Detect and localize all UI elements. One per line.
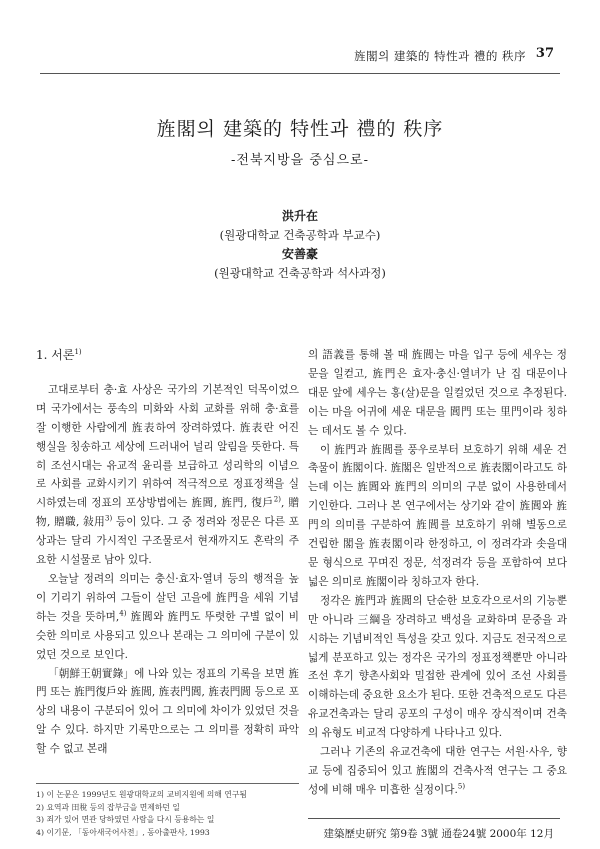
footnote-rule xyxy=(36,783,299,784)
footnote-2: 2) 요역과 田稅 등의 잡부금을 면제하던 일 xyxy=(36,802,180,812)
running-head xyxy=(0,0,600,70)
author-block xyxy=(0,207,600,283)
paragraph: 정각은 旌門과 旌閭의 단순한 보호각으로서의 기능뿐만 아니라 三綱을 장려하고 백성을 교화하며 문중을 과시하는 기념비적인 특성을 갖고 있다. 지금도 전국적으로 넓게 분포하고 있는 정각은 국가의 정표정책뿐만 아니라 조선 후기 향촌사회와 밀접한 관계에 있어 조선 사회를 이해하는데 중요한 요소가 된다. 또한 건축적으로도 다른 유교건축과는 달리 공포의 구성이 매우 장식적이며 건축의 유형도 비교적 다양하게 나타나고 있다. xyxy=(308,594,567,740)
footnote-4: 4) 이기문, 「동아새국어사전」, 동아출판사, 1993 xyxy=(36,827,210,837)
paragraph: 그러나 기존의 유교건축에 대한 연구는 서원·사우, 향교 등에 집중되어 있고 旌閣의 건축사적 연구는 그 중요성에 비해 매우 미흡한 실정이다.$^{5)}$ xyxy=(308,746,567,796)
footnotes xyxy=(36,789,299,839)
author-name-1: 洪升在 xyxy=(281,209,318,223)
footnote-1: 1) 이 논문은 1999년도 원광대학교의 교비지원에 의해 연구됨 xyxy=(36,790,247,799)
footer-rule xyxy=(308,818,560,819)
author-affiliation-1: (원광대학교 건축공학과 부교수) xyxy=(219,228,381,242)
paragraph: 「朝鮮王朝實錄」에 나와 있는 정표의 기록을 보면 旌門 또는 旌門復戶와 旌閭, 旌表門閭, 旌表門閭 등으로 포상의 내용이 구분되어 있어 그 의미에 차이가 있었던 것을 알 수 있다. 하지만 기록만으로는 그 의미를 정확히 파악할 수 없고 본래 xyxy=(36,667,299,756)
left-column xyxy=(36,346,299,759)
journal-citation: 建築歷史研究 第9卷 3號 通卷24號 2000年 12月 xyxy=(323,828,554,840)
article-title: 旌閣의 建築的 特性과 禮的 秩序 xyxy=(156,118,444,140)
header-rule xyxy=(40,73,560,74)
heading-footnote-ref: 1) xyxy=(74,348,82,356)
paragraph: 오늘날 정려의 의미는 충신·효자·열녀 등의 행적을 높이 기리기 위하여 그들이 살던 고을에 旌門을 세워 기념하는 것을 뜻하며,$^{4)}$ 旌閭와 旌門도 뚜렷한 구별 없이 비슷한 의미로 사용되고 있으나 본래는 그 의미에 구분이 있었던 것으로 보인다. xyxy=(36,572,299,661)
section-heading: 1. 서론$^{1)}$ xyxy=(36,348,82,362)
article-subtitle: -전북지방을 중심으로- xyxy=(231,153,369,168)
paragraph: 고대로부터 충·효 사상은 국가의 기본적인 덕목이었으며 국가에서는 풍속의 미화와 사회 교화를 위해 충·효를 잘 이행한 사람에게 旌表하여 장려하였다. 旌表란 어진 행실을 칭송하고 세상에 드러내어 널리 알림을 뜻한다. 특히 조선시대는 유교적 윤리를 보급하고 성리학의 이념으로 사회를 교화시키기 위하여 적극적으로 정표정책을 실시하였는데 정표의 포상방법에는 旌閭, 旌門, 復戶$^{2)}$, 贈物, 贈職, 敍用$^{3)}$ 등이 있다. 그 중 정려와 정문은 다른 포상과는 달리 가시적인 구조물로서 현재까지도 혼락의 주요한 시설물로 남아 있다. xyxy=(36,383,299,567)
paragraph: 이 旌門과 旌閭를 풍우로부터 보호하기 위해 세운 건축물이 旌閣이다. 旌閣은 일반적으로 旌表閣이라고도 하는데 이는 旌閭와 旌門의 의미의 구분 없이 사용한데서 기인한다. 그러나 본 연구에서는 상기와 같이 旌閭와 旌門의 의미를 구분하여 旌閭를 보호하기 위해 별동으로 건립한 閣을 旌表閣이라 한정하고, 이 정려각과 솟을대문 형식으로 꾸며진 정문, 석정려각 등을 포함하여 보다 넓은 의미로 旌閣이라 칭하고자 한다. xyxy=(308,443,567,588)
paragraph: 의 語義를 통해 볼 때 旌閭는 마을 입구 등에 세우는 정문을 일컫고, 旌門은 효자·충신·열녀가 난 집 대문이나 대문 앞에 세우는 홍(살)문을 일컬었던 것으로 추정된다. 이는 마을 어귀에 세운 대문을 閭門 또는 里門이라 칭하는 데서도 볼 수 있다. xyxy=(308,349,567,437)
right-column xyxy=(308,346,567,800)
page-number: 37 xyxy=(535,46,554,61)
author-affiliation-2: (원광대학교 건축공학과 석사과정) xyxy=(214,266,386,280)
running-head-title: 旌閣의 建築的 特性과 禮的 秩序 xyxy=(354,49,526,63)
title-block xyxy=(0,114,600,168)
footnote-3: 3) 죄가 있어 면관 당하였던 사람을 다시 등용하는 일 xyxy=(36,815,215,824)
author-name-2: 安善豪 xyxy=(281,247,318,261)
